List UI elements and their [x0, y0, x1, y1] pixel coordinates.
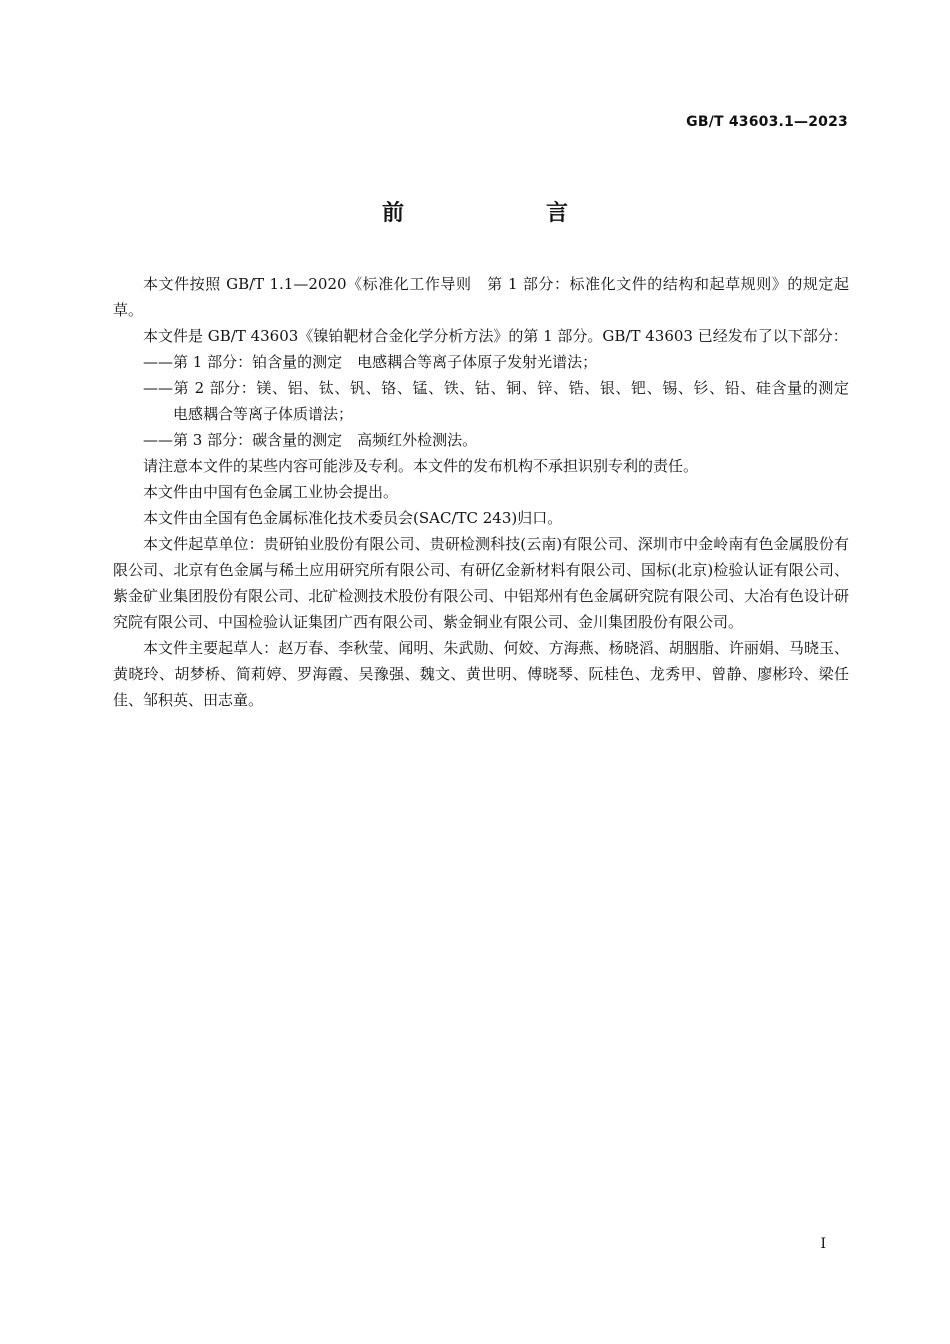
page-title: 前 言 — [381, 201, 628, 226]
paragraph-patent-notice: 请注意本文件的某些内容可能涉及专利。本文件的发布机构不承担识别专利的责任。 — [143, 457, 699, 475]
list-item-part-3: ——第 3 部分：碳含量的测定 高频红外检测法。 — [143, 431, 478, 449]
page-number: I — [820, 1236, 826, 1252]
list-item-part-1: ——第 1 部分：铂含量的测定 电感耦合等离子体原子发射光谱法； — [143, 353, 598, 371]
paragraph-proposer: 本文件由中国有色金属工业协会提出。 — [143, 483, 399, 501]
paragraph-series-info: 本文件是 GB/T 43603《镍铂靶材合金化学分析方法》的第 1 部分。GB/T 43603 已经发布了以下部分： — [143, 327, 848, 345]
paragraph-drafters: 本文件主要起草人：赵万春、李秋莹、闻明、朱武勋、何姣、方海燕、杨晓滔、胡胭脂、许丽娟、马晓玉、黄晓玲、胡梦桥、简莉婷、罗海霞、吴豫强、魏文、黄世明、傅晓琴、阮桂色、龙秀甲、曾静、廖彬玲、梁任佳、邹积英、田志童。 — [113, 639, 849, 709]
list-item-part-2: ——第 2 部分：镁、铝、钛、钒、铬、锰、铁、钴、铜、锌、锆、银、钯、锡、钐、铅、硅含量的测定 电感耦合等离子体质谱法； — [143, 379, 865, 423]
paragraph-drafting-units: 本文件起草单位：贵研铂业股份有限公司、贵研检测科技(云南)有限公司、深圳市中金岭南有色金属股份有限公司、北京有色金属与稀土应用研究所有限公司、有研亿金新材料有限公司、国标(北京)检验认证有限公司、紫金矿业集团股份有限公司、北矿检测技术股份有限公司、中铝郑州有色金属研究院有限公司、大冶有色设计研究院有限公司、中国检验认证集团广西有限公司、紫金铜业有限公司、金川集团股份有限公司。 — [113, 535, 849, 631]
preface-body — [113, 271, 865, 713]
paragraph-committee: 本文件由全国有色金属标准化技术委员会(SAC/TC 243)归口。 — [143, 509, 563, 527]
paragraph-drafting-rules: 本文件按照 GB/T 1.1—2020《标准化工作导则 第 1 部分：标准化文件的结构和起草规则》的规定起草。 — [113, 275, 849, 319]
standard-code: GB/T 43603.1—2023 — [686, 114, 848, 130]
